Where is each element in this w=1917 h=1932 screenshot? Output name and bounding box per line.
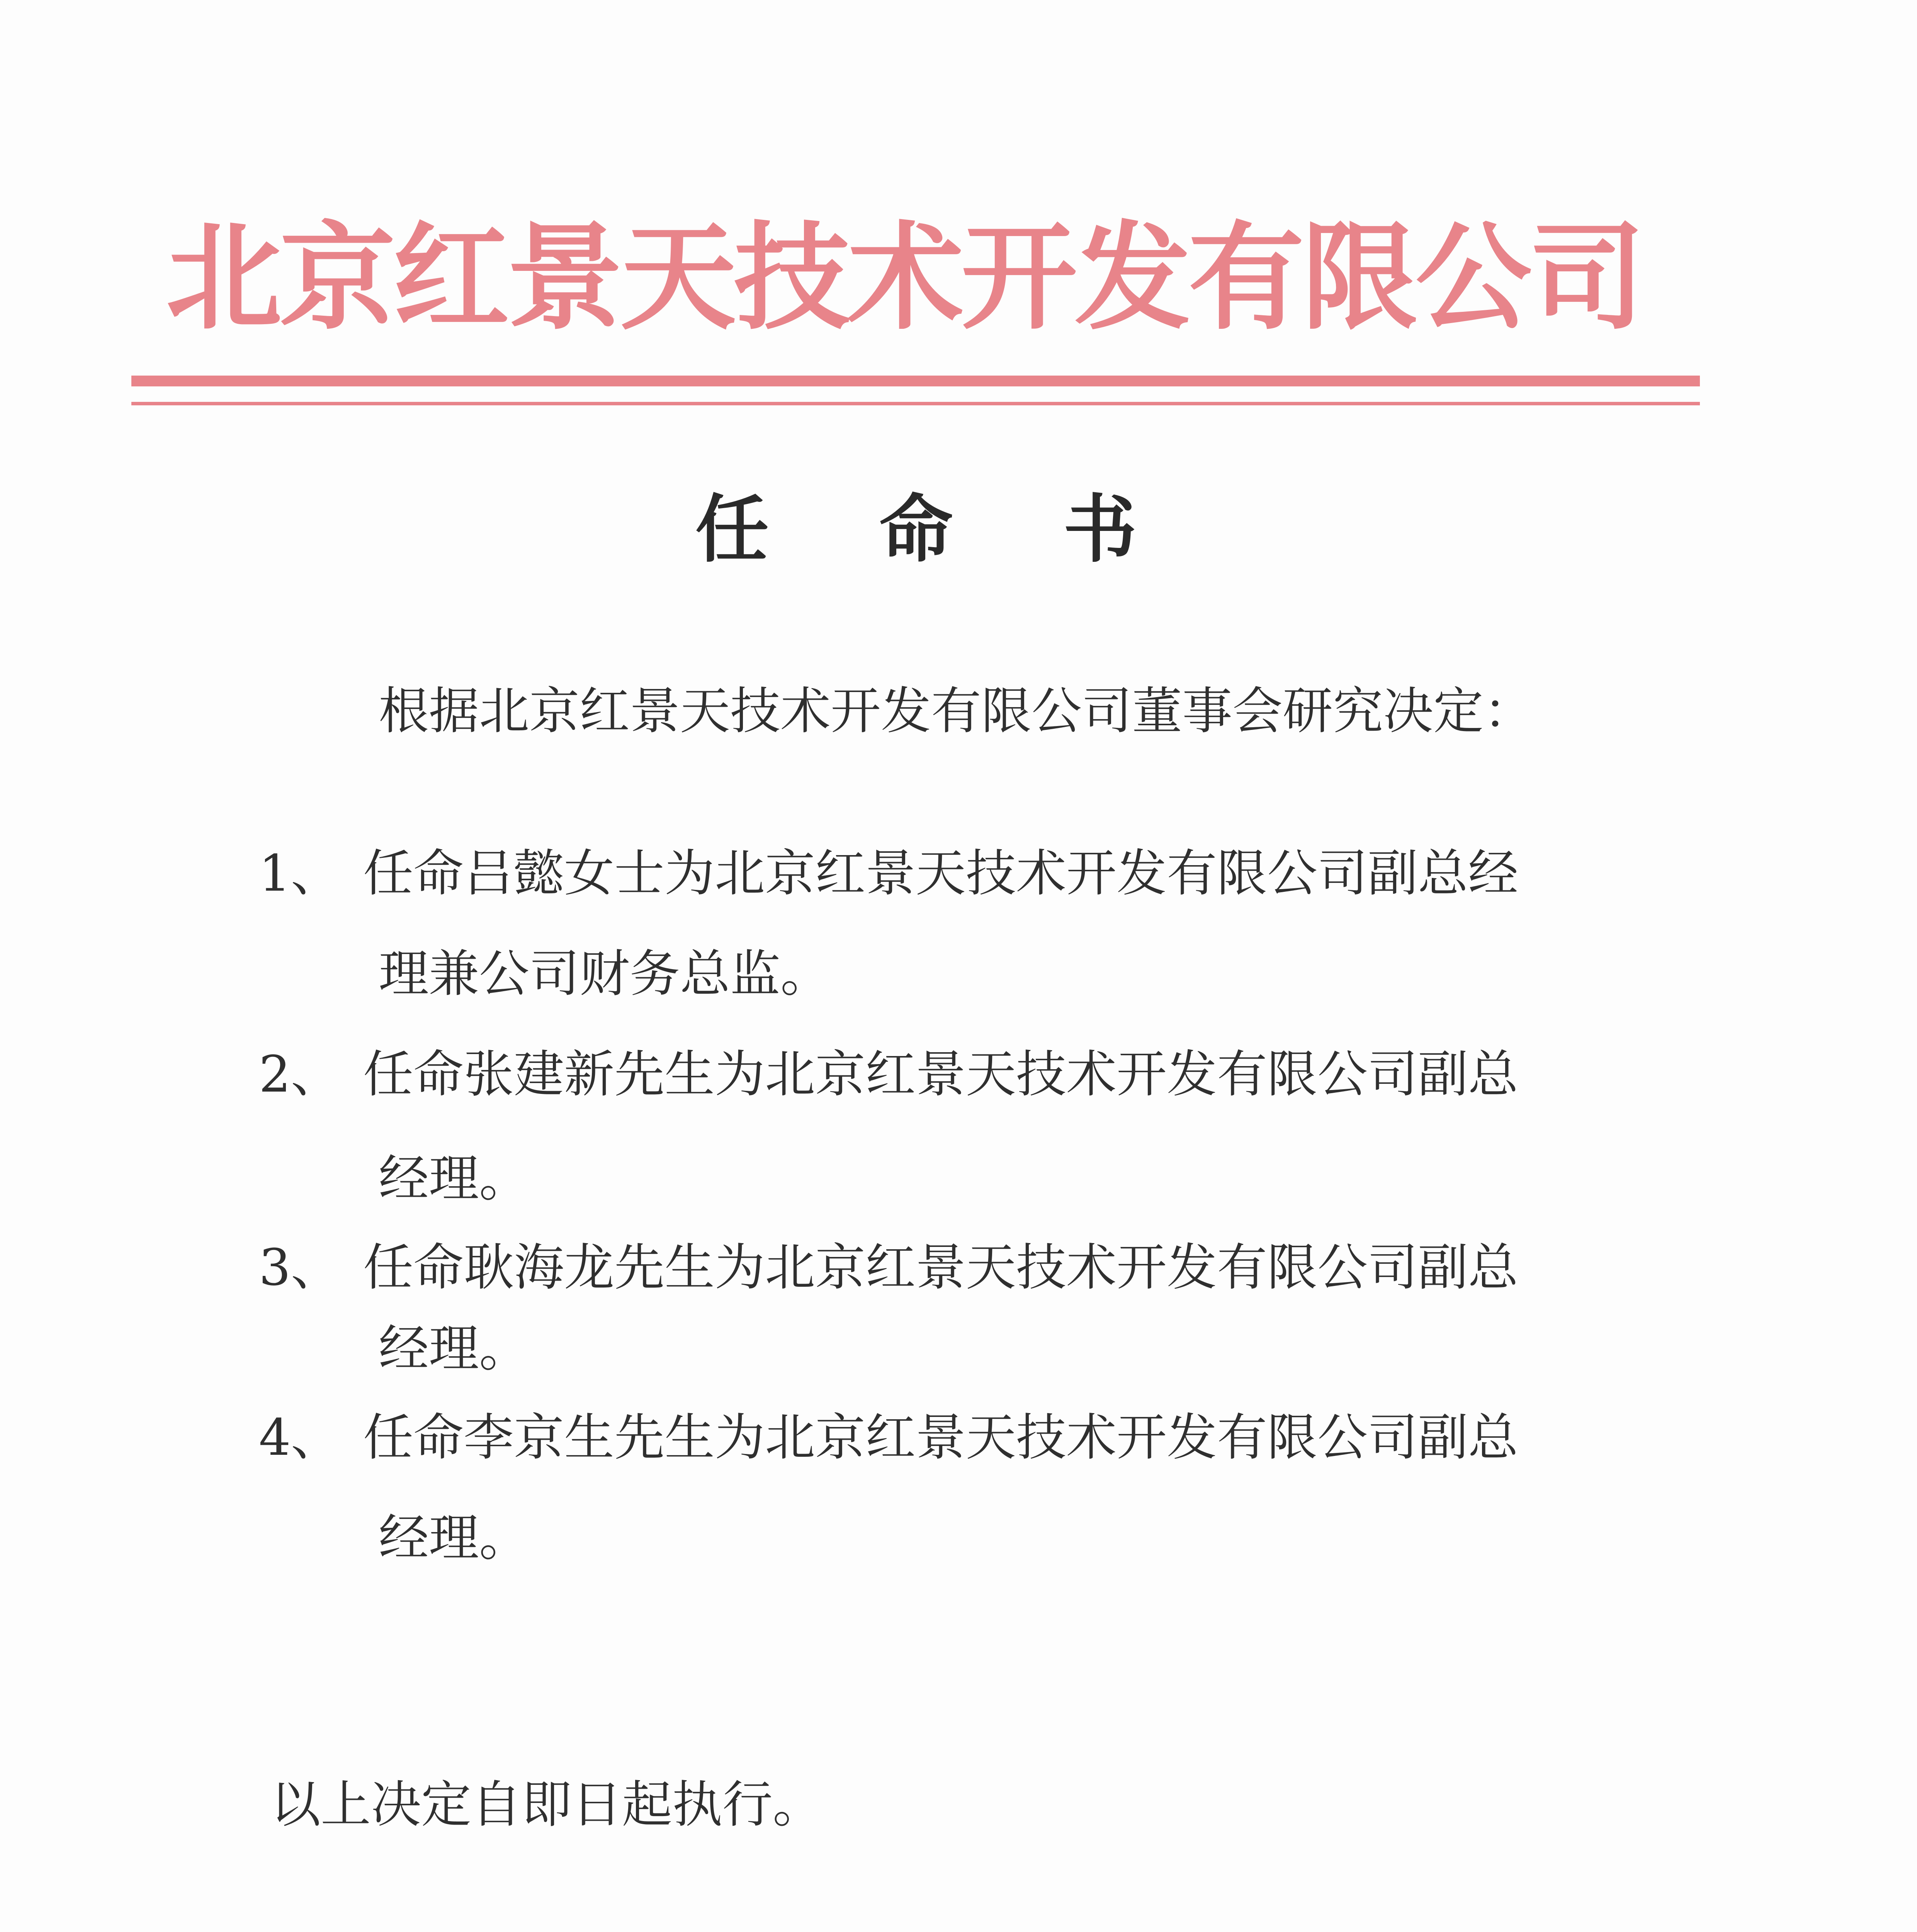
item-number: 2、: [259, 1045, 341, 1104]
item-number: 1、: [259, 844, 341, 903]
document-title: 任 命 书: [695, 486, 1179, 572]
letterhead-thick-rule: [131, 376, 1700, 386]
item-line-continued: 理兼公司财务总监。: [379, 944, 831, 1003]
item-line: 任命吕懿女士为北京红景天技术开发有限公司副总经: [363, 844, 1519, 903]
item-number: 4、: [259, 1408, 341, 1467]
item-line-continued: 经理。: [379, 1319, 530, 1378]
item-line: 任命张建新先生为北京红景天技术开发有限公司副总: [363, 1045, 1519, 1104]
letterhead-company-name: 北京红景天技术开发有限公司: [166, 211, 1643, 345]
item-line-continued: 经理。: [379, 1509, 530, 1567]
letterhead-thin-rule: [131, 402, 1700, 405]
item-number: 3、: [259, 1238, 341, 1297]
item-line-continued: 经理。: [379, 1149, 530, 1208]
item-line: 任命耿海龙先生为北京红景天技术开发有限公司副总: [363, 1238, 1519, 1297]
intro-paragraph: 根据北京红景天技术开发有限公司董事会研究决定：: [379, 682, 1534, 740]
item-line: 任命李京生先生为北京红景天技术开发有限公司副总: [363, 1408, 1519, 1467]
decision-statement: 以上决定自即日起执行。: [270, 1775, 823, 1834]
